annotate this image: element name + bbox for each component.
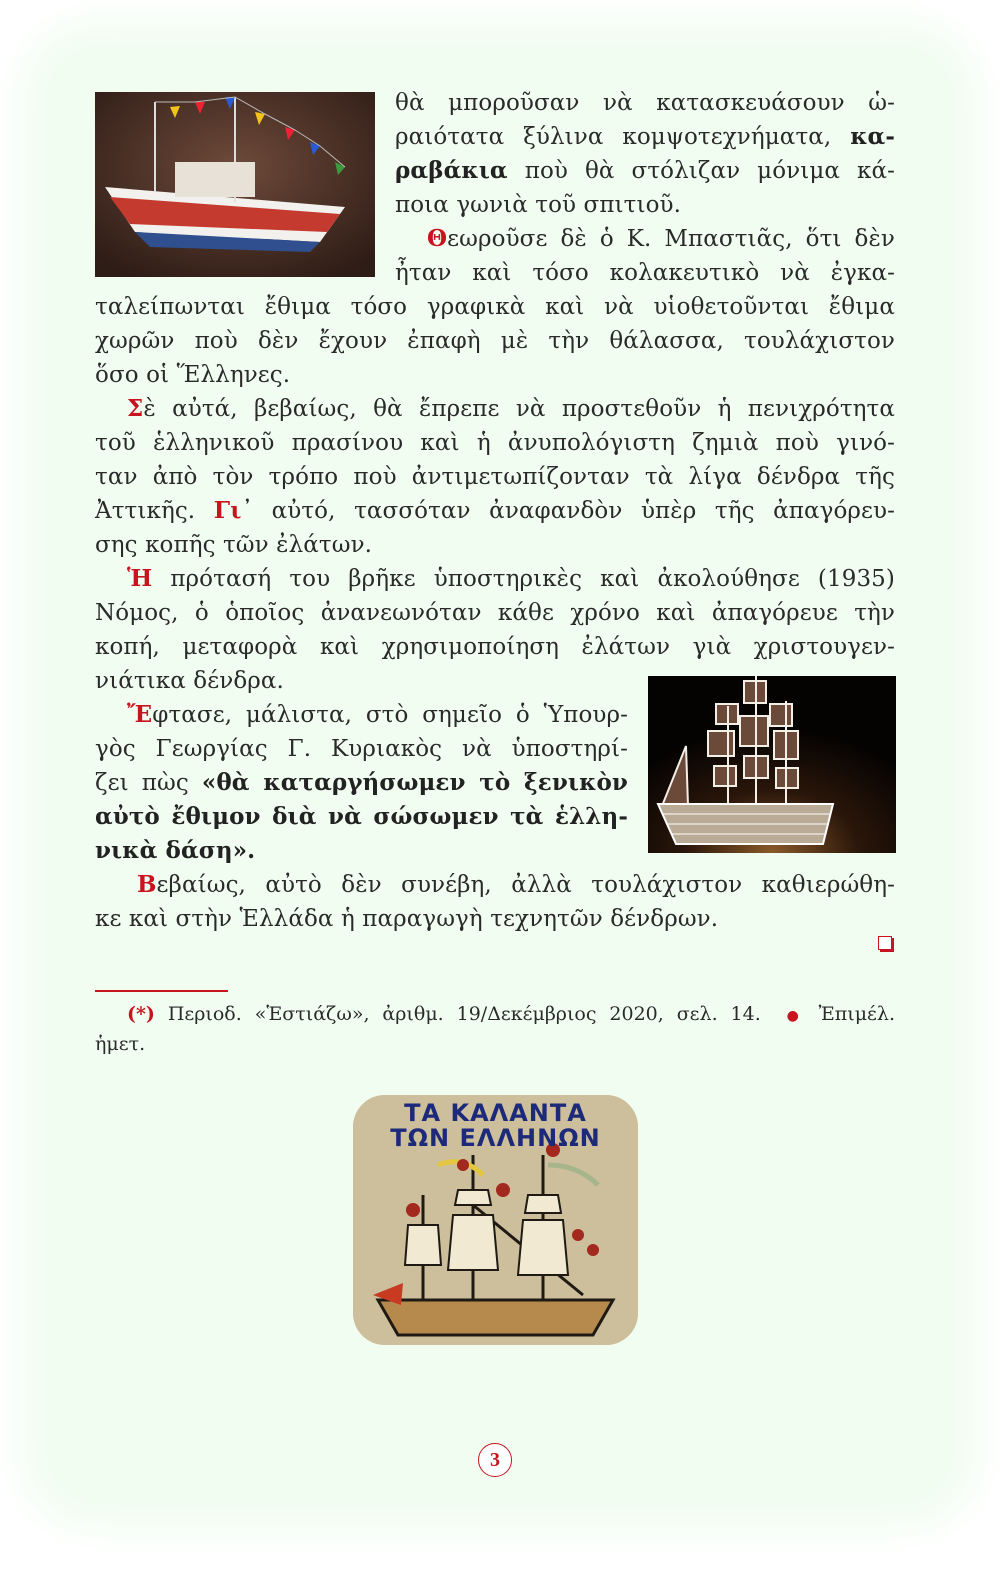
text-line (95, 596, 895, 630)
text-segment: ποὺ θὰ στόλιζαν μόνιμα κά- (507, 158, 895, 184)
text-segment: εβαίως, αὐτὸ δὲν συνέβη, ἀλλὰ τουλάχιστον καθιερώθη- (156, 872, 895, 898)
text-line (395, 154, 895, 188)
footnote-marker: (*) (127, 1003, 155, 1025)
text-line (127, 562, 895, 596)
text-segment: ἦταν καὶ τόσο κολακευτικὸ νὰ ἐγκα- (395, 260, 895, 286)
text-segment: ταν ἀπὸ τὸν τρόπο ποὺ ἀντιμετωπίζονταν τὰ λίγα δένδρα τῆς (95, 464, 895, 490)
text-segment: ραιότατα ξύλινα κομψοτεχνήματα, (395, 124, 851, 150)
bold-text: αὐτὸ ἔθιμον διὰ νὰ σώσωμεν τὰ ἑλλη- (95, 803, 628, 830)
initial-letter: Β (137, 871, 157, 898)
footnote-continuation: ἡμετ. (95, 1033, 146, 1055)
text-segment: εωροῦσε δὲ ὁ Κ. Μπαστιᾶς, ὅτι δὲν (447, 226, 895, 252)
text-segment: ζει πὼς (95, 770, 202, 796)
footnote-divider (95, 990, 228, 992)
text-line (127, 698, 628, 732)
text-line (95, 528, 895, 562)
initial-letter: Ἡ (127, 565, 153, 592)
text-segment: ταλείπωνται ἔθιμα τόσο γραφικὰ καὶ νὰ υἱοθετοῦνται ἔθιμα (95, 294, 895, 320)
text-segment: πρότασή του βρῆκε ὑποστηρικὲς καὶ ἀκολούθησε (1935) (152, 566, 895, 592)
text-segment: νιάτικα δένδρα. (95, 668, 284, 694)
text-segment: σης κοπῆς τῶν ἐλάτων. (95, 532, 373, 558)
text-segment: τοῦ ἑλληνικοῦ πρασίνου καὶ ἡ ἀνυπολόγιστη ζημιὰ ποὺ γινό- (95, 430, 895, 456)
text-segment: κε καὶ στὴν Ἑλλάδα ἡ παραγωγὴ τεχνητῶν δένδρων. (95, 906, 719, 932)
text-line (395, 256, 895, 290)
footnote (95, 999, 895, 1031)
text-line (95, 800, 628, 834)
poster-title-line2: ΤΩΝ ΕΛΛΗΝΩΝ (390, 1124, 601, 1152)
bold-text: νικὰ δάση». (95, 837, 256, 864)
text-line (95, 290, 895, 324)
text-segment: κοπή, μεταφορὰ καὶ χρησιμοποίηση ἐλάτων γιὰ χριστουγεν- (95, 634, 895, 660)
bold-text: κα- (850, 123, 895, 150)
text-line (95, 460, 895, 494)
text-line (95, 834, 628, 868)
bold-text: ραβάκια (395, 157, 508, 184)
text-line (395, 188, 895, 222)
text-line (95, 494, 895, 528)
page-number: 3 (478, 1443, 512, 1477)
text-segment: ᾿ αὐτό, τασσόταν ἀναφανδὸν ὑπὲρ τῆς ἀπαγόρευ- (241, 498, 896, 524)
initial-letter: Γι (213, 497, 242, 524)
text-segment: ὲ αὐτά, βεβαίως, θὰ ἔπρεπε νὰ προστεθοῦν ἡ πενιχρότητα (143, 396, 895, 422)
poster-title-line1: ΤΑ ΚΑΛΑΝΤΑ (404, 1099, 587, 1127)
footnote-source: Περιοδ. «Ἑστιάζω», ἀριθμ. 19/Δεκέμβριος 2020, σελ. 14. (154, 1003, 761, 1025)
text-segment: ὅσο οἱ Ἕλληνες. (95, 362, 291, 388)
text-line (427, 222, 895, 256)
initial-letter: Σ (127, 395, 144, 422)
text-segment: θὰ μποροῦσαν νὰ κατασκευάσουν ὡ- (395, 90, 895, 116)
bullet-icon: ● (786, 1008, 806, 1024)
text-line (95, 732, 628, 766)
text-segment: Ἀττικῆς. (95, 498, 214, 524)
poster-kalanta (353, 1095, 638, 1345)
text-line (395, 120, 895, 154)
initial-letter: Θ (427, 225, 448, 252)
bold-text: «θὰ καταργήσωμεν τὸ ξενικὸν (201, 769, 628, 796)
text-line (95, 902, 895, 936)
text-segment: ποια γωνιὰ τοῦ σπιτιοῦ. (395, 192, 682, 218)
text-line (137, 868, 895, 902)
end-of-article-square-icon (878, 936, 892, 950)
text-segment: φτασε, μάλιστα, στὸ σημεῖο ὁ Ὑπουρ- (152, 702, 628, 728)
text-line (95, 766, 628, 800)
text-line (95, 630, 895, 664)
text-line (95, 358, 895, 392)
text-line (395, 86, 895, 120)
text-segment: Νόμος, ὁ ὁποῖος ἀνανεωνόταν κάθε χρόνο καὶ ἀπαγόρευε τὴν (95, 600, 895, 626)
photo-model-boat (95, 92, 375, 277)
text-line (127, 392, 895, 426)
text-line (95, 426, 895, 460)
text-segment: γὸς Γεωργίας Γ. Κυριακὸς νὰ ὑποστηρί- (95, 736, 628, 762)
initial-letter: Ἔ (127, 701, 153, 728)
text-segment: χωρῶν ποὺ δὲν ἔχουν ἐπαφὴ μὲ τὴν θάλασσα, τουλάχιστον (95, 328, 895, 354)
footnote-editor: Ἐπιμέλ. (805, 1003, 895, 1025)
text-line (95, 664, 895, 698)
text-line (95, 324, 895, 358)
photo-illuminated-ship (648, 676, 896, 853)
